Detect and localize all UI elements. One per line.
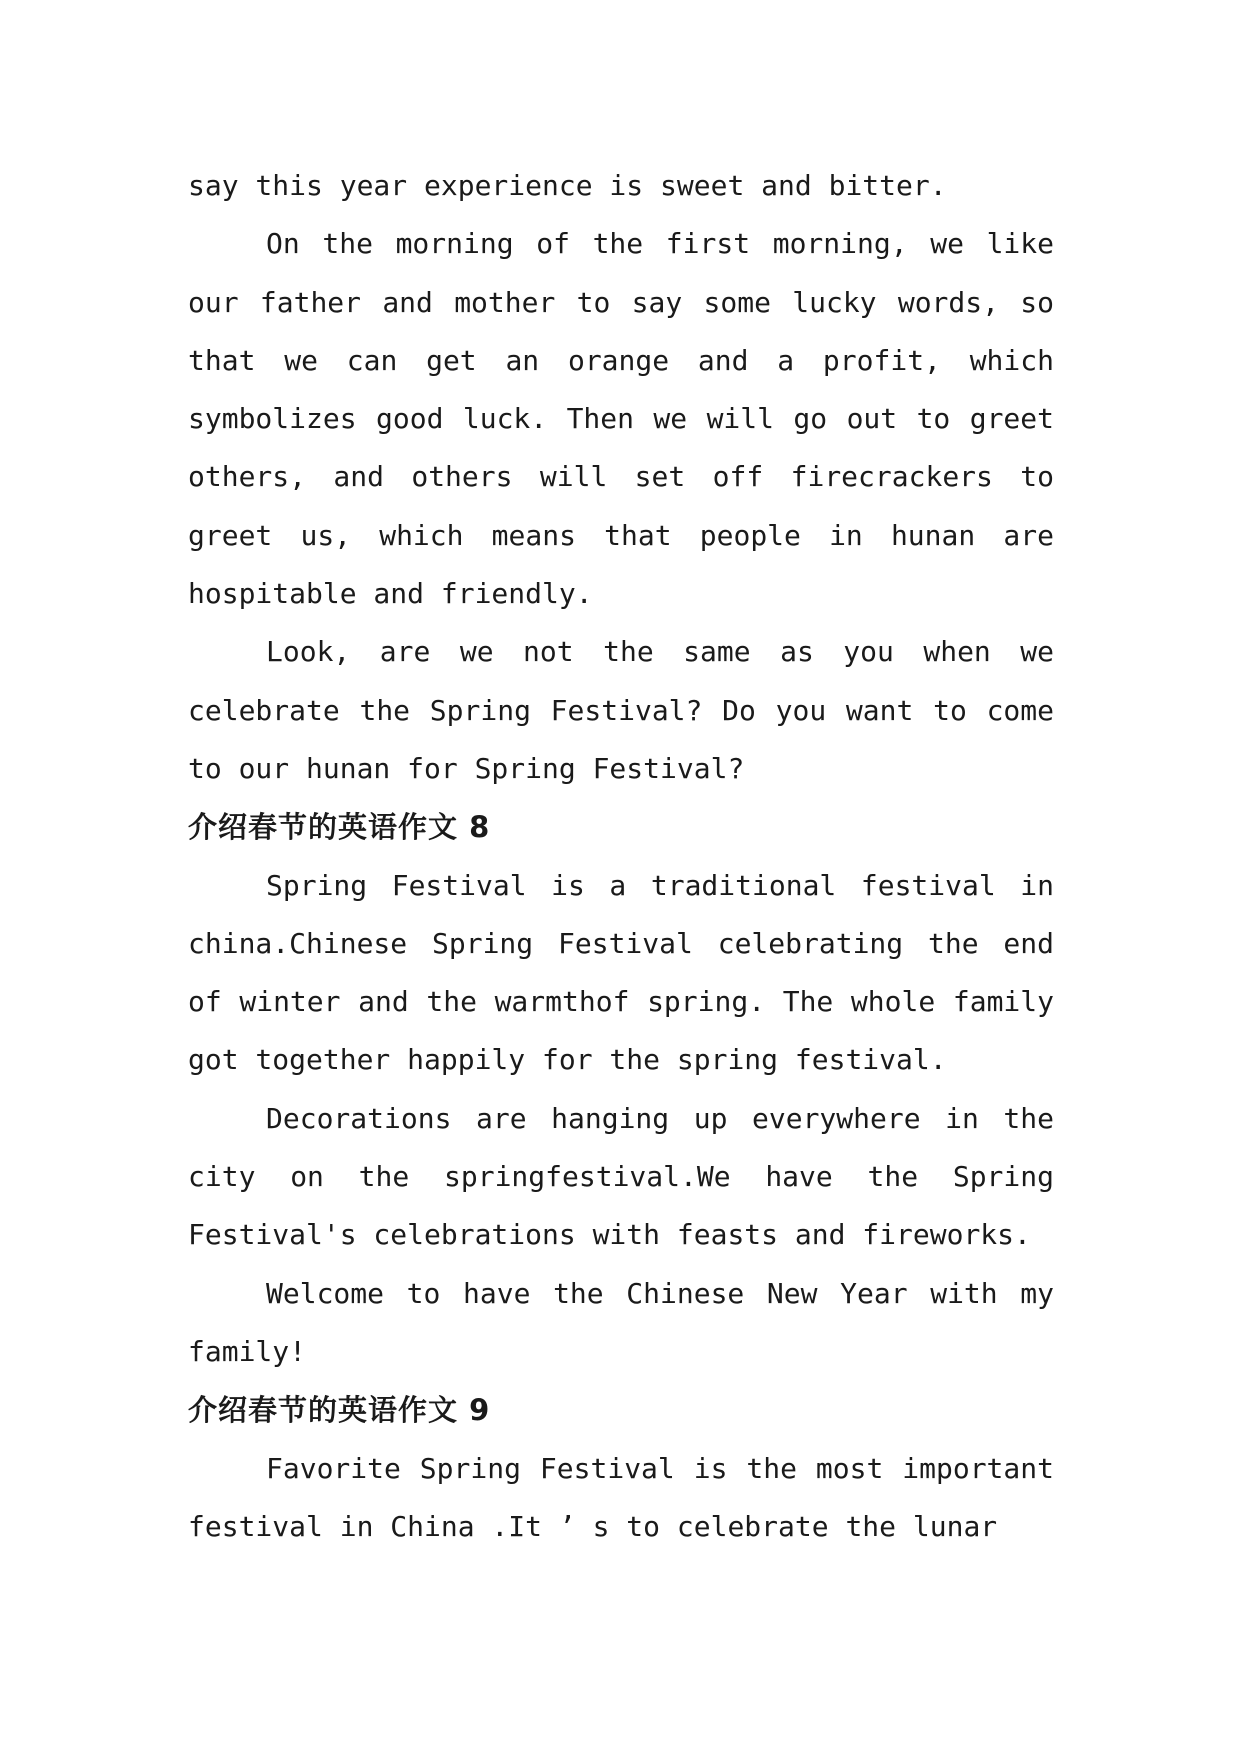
document-body: [188, 157, 1054, 1556]
paragraph-look: Look, are we not the same as you when we celebrate the Spring Festival? Do you want to come to our hunan for Spring Festival?: [188, 635, 1054, 785]
paragraph-decorations: Decorations are hanging up everywhere in the city on the springfestival.We have the Spring Festival's celebrations with feasts and fireworks.: [188, 1101, 1054, 1252]
paragraph-favorite: Favorite Spring Festival is the most important festival in China .It ’ s to celebrate the lunar: [188, 1451, 1054, 1543]
essay-heading-9: 介绍春节的英语作文 9: [188, 1393, 491, 1428]
paragraph-welcome: Welcome to have the Chinese New Year with my family!: [188, 1276, 1054, 1368]
paragraph-spring-festival-traditional: Spring Festival is a traditional festival in china.Chinese Spring Festival celebrating the end of winter and the warmthof spring. The whole family got together happily for the spring festival.: [188, 868, 1054, 1077]
paragraph-continuation: say this year experience is sweet and bitter.: [188, 169, 947, 202]
paragraph-first-morning: On the morning of the first morning, we like our father and mother to say some lucky words, so that we can get an orange and a profit, which symbolizes good luck. Then we will go out to greet others, and others will set off firecrackers to greet us, which means that people in hunan are hospitable and friendly.: [188, 227, 1054, 611]
essay-heading-8: 介绍春节的英语作文 8: [188, 810, 491, 845]
